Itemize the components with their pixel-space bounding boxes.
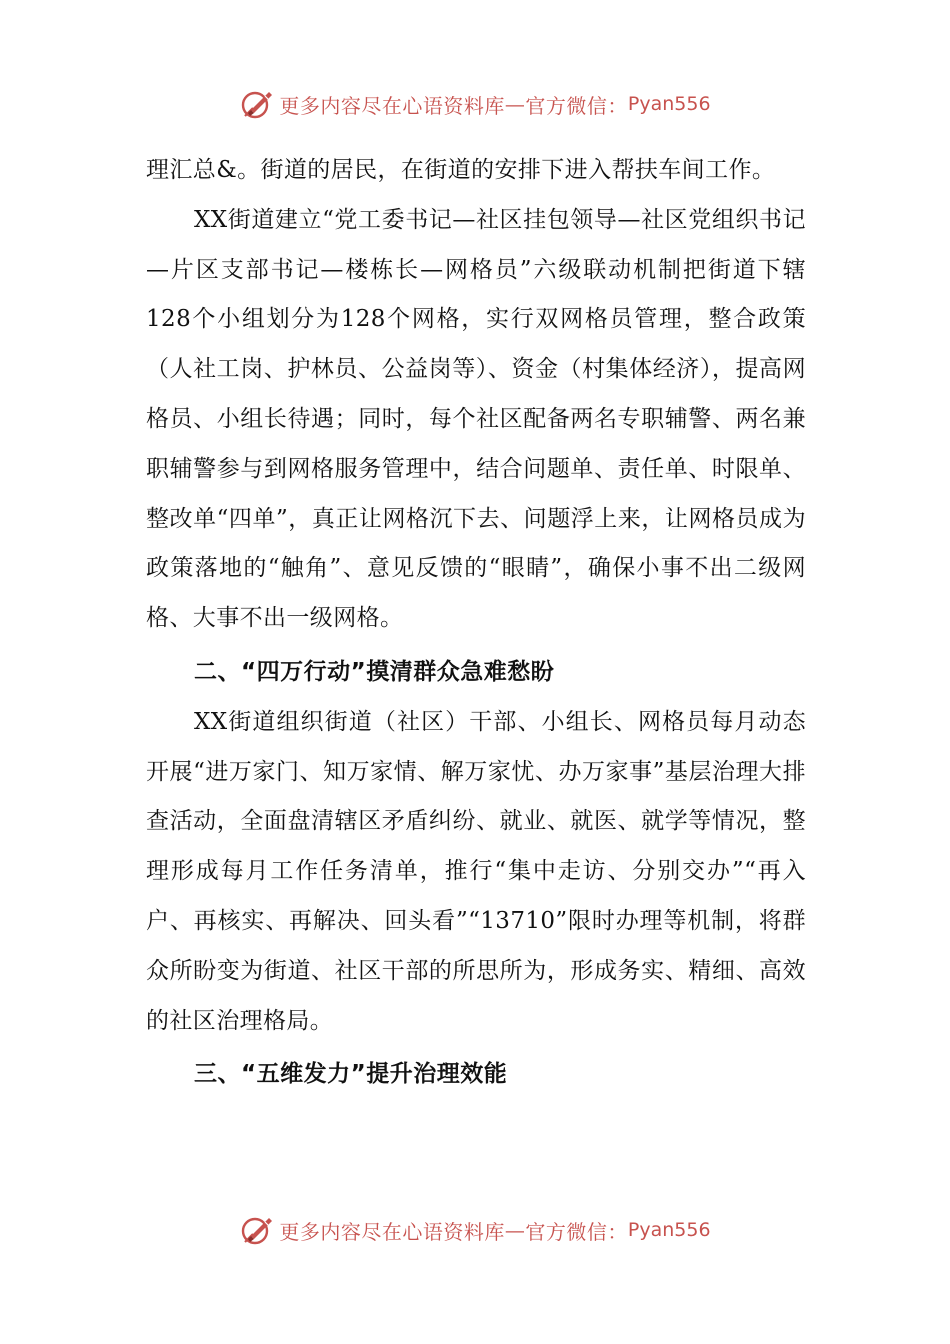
watermark-footer <box>0 1210 950 1250</box>
watermark-label: 官方微信： <box>525 1219 628 1244</box>
watermark-text: 更多内容尽在心语资料库 <box>279 1219 505 1244</box>
watermark-id: Pyan556 <box>627 1219 711 1241</box>
watermark-separator: — <box>504 92 526 116</box>
watermark-separator: — <box>504 1218 526 1242</box>
document-body <box>146 146 806 1100</box>
watermark-header <box>0 84 950 124</box>
watermark-label: 官方微信： <box>525 93 628 118</box>
paragraph-continuation: 理汇总&。街道的居民，在街道的安排下进入帮扶车间工作。 <box>146 157 776 183</box>
paragraph-four-wan-action: XX街道组织街道（社区）干部、小组长、网格员每月动态开展“进万家门、知万家情、解万家忧、办万家事”基层治理大排查活动，全面盘清辖区矛盾纠纷、就业、就医、就学等情况，整理形成每月工作任务清单，推行“集中走访、分别交办”“再入户、再核实、再解决、回头看”“13710”限时办理等机制，将群众所盼变为街道、社区干部的所思所为，形成务实、精细、高效的社区治理格局。 <box>146 708 806 1034</box>
section-heading-3: 三、“五维发力”提升治理效能 <box>194 1061 508 1088</box>
pen-logo-icon <box>239 86 275 122</box>
watermark-text: 更多内容尽在心语资料库 <box>279 93 505 118</box>
section-heading-2: 二、“四万行动”摸清群众急难愁盼 <box>194 658 555 685</box>
watermark-id: Pyan556 <box>627 93 711 115</box>
paragraph-grid-mechanism: XX街道建立“党工委书记—社区挂包领导—社区党组织书记—片区支部书记—楼栋长—网格员”六级联动机制把街道下辖128个小组划分为128个网格，实行双网格员管理，整合政策（人社工岗、护林员、公益岗等）、资金（村集体经济），提高网格员、小组长待遇；同时，每个社区配备两名专职辅警、两名兼职辅警参与到网格服务管理中，结合问题单、责任单、时限单、整改单“四单”，真正让网格沉下去、问题浮上来，让网格员成为政策落地的“触角”、意见反馈的“眼睛”，确保小事不出二级网格、大事不出一级网格。 <box>146 206 806 632</box>
pen-logo-icon <box>239 1212 275 1248</box>
